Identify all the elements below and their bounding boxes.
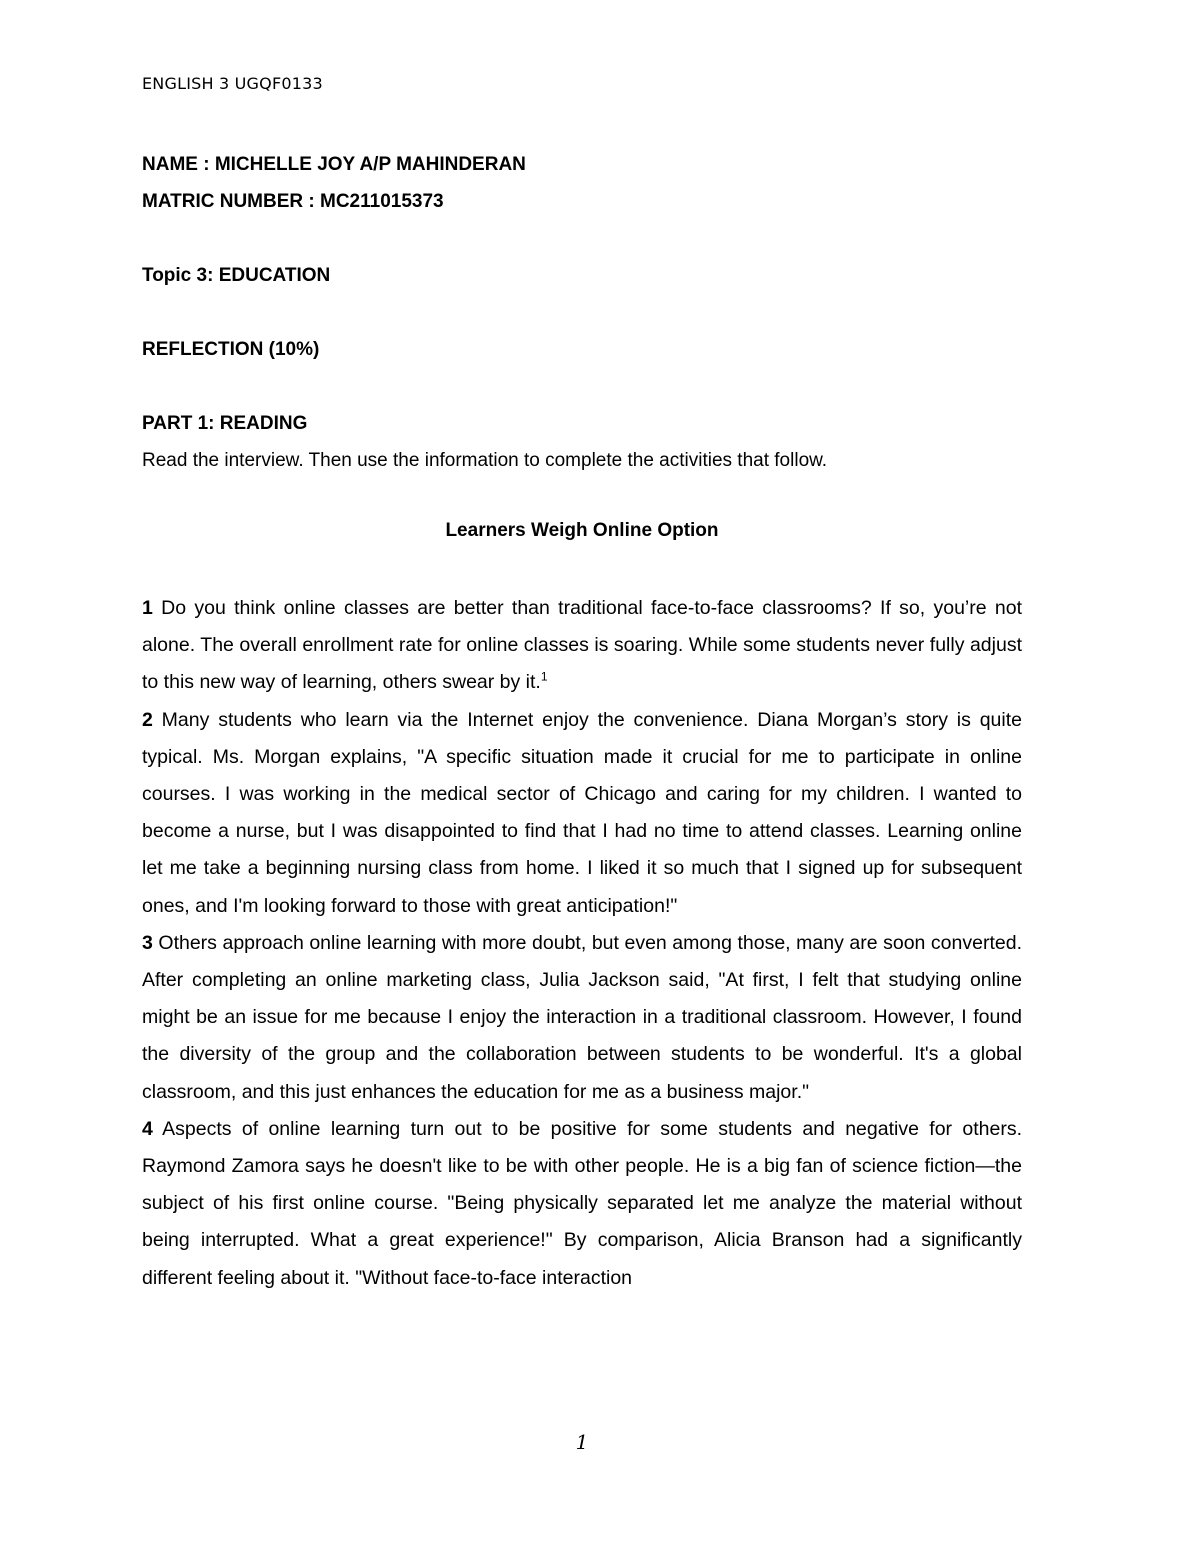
topic-heading [142, 257, 1022, 294]
paragraph-text: Do you think online classes are better than traditional face-to-face classrooms? If so, you’re not alone. The overall enrollment rate for online classes is soaring. While some students never fully adjust to this new way of learning, others swear by it. [142, 597, 1022, 694]
page-number: 1 [575, 1430, 589, 1454]
reflection-heading [142, 331, 1022, 368]
paragraph-4 [142, 1111, 1022, 1297]
student-name: NAME : MICHELLE JOY A/P MAHINDERAN [142, 154, 526, 175]
topic-title: Topic 3: EDUCATION [142, 265, 331, 286]
paragraph-number: 3 [142, 931, 153, 954]
reflection-title: REFLECTION (10%) [142, 339, 320, 360]
course-header: ENGLISH 3 UGQF0133 [142, 74, 323, 93]
paragraph-3 [142, 925, 1022, 1111]
part-section [142, 405, 1022, 479]
paragraph-2 [142, 702, 1022, 925]
part-instruction: Read the interview. Then use the information to complete the activities that follow. [142, 450, 828, 471]
paragraph-number: 4 [142, 1117, 153, 1140]
paragraph-1 [142, 590, 1022, 702]
paragraph-text: Others approach online learning with more doubt, but even among those, many are soon converted. After completing an online marketing class, Julia Jackson said, "At first, I felt that studying online might be an issue for me because I enjoy the interaction in a traditional classroom. However, I found the diversity of the group and the collaboration between students to be wonderful. It's a global classroom, and this just enhances the education for me as a business major." [142, 931, 1022, 1103]
paragraph-number: 1 [142, 597, 153, 619]
student-info [142, 146, 1022, 220]
article-body [142, 590, 1022, 1297]
part-heading: PART 1: READING [142, 413, 308, 434]
matric-number: MATRIC NUMBER : MC211015373 [142, 191, 444, 212]
footnote-reference[interactable]: 1 [540, 669, 548, 684]
paragraph-number: 2 [142, 708, 153, 731]
paragraph-text: Aspects of online learning turn out to be positive for some students and negative for others. Raymond Zamora says he doesn't like to be with other people. He is a big fan of science fiction—the subject of his first online course. "Being physically separated let me analyze the material without being interrupted. What a great experience!" By comparison, Alicia Branson had a significantly different feeling about it. "Without face-to-face interaction [142, 1117, 1022, 1289]
article-title: Learners Weigh Online Option [445, 520, 719, 541]
paragraph-text: Many students who learn via the Internet enjoy the convenience. Diana Morgan’s story is quite typical. Ms. Morgan explains, "A specific situation made it crucial for me to participate in online courses. I was working in the medical sector of Chicago and caring for my children. I wanted to become a nurse, but I was disappointed to find that I had no time to attend classes. Learning online let me take a beginning nursing class from home. I liked it so much that I signed up for subsequent ones, and I'm looking forward to those with great anticipation!" [142, 708, 1022, 917]
